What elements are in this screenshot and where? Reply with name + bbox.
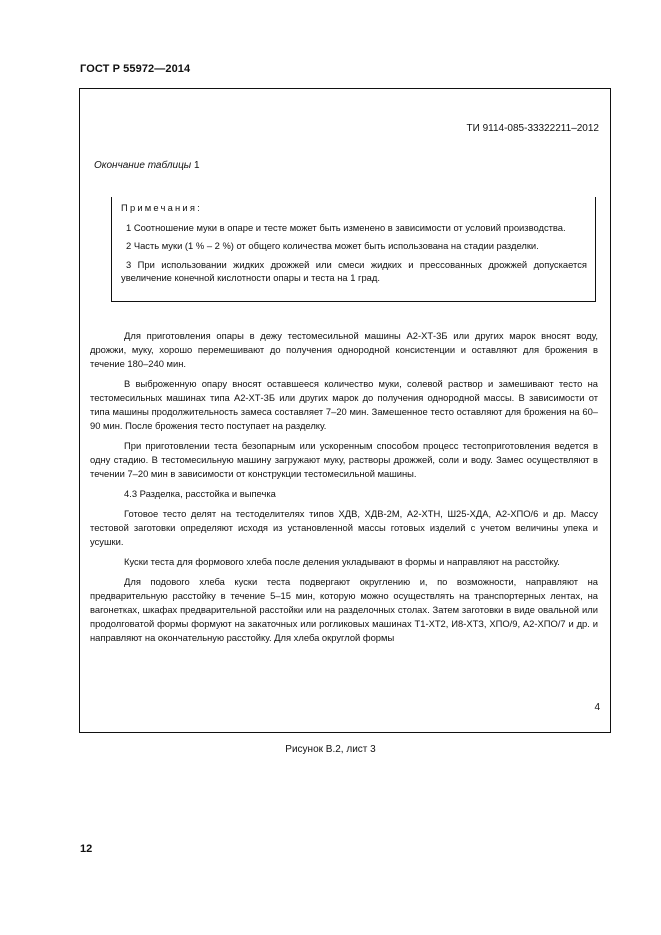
table-caption-number: 1 [191,160,200,171]
paragraph: Для приготовления опары в дежу тестомесильной машины А2-ХТ-3Б или других марок вносят воду, дрожжи, муку, хорошо перемешивают до получения однородной консистенции и оставляют для брожения в течение 180–240 мин. [90,330,598,369]
paragraph: Для подового хлеба куски теста подвергают округлению и, по возможности, направляют на предварительную расстойку в течение 5–15 мин, которую можно осуществлять на транспортерных лентах, на вагонетках, шкафах предварительной расстойки или на разделочных столах. Затем заготовки в виде овальной или продолговатой формы формуют на закаточных или рогликовых машинах Т1-ХТ2, И8-ХТЗ, ХПО/9, А2-ХПО/7 и др. и направляют на окончательную расстойку. Для хлеба округлой формы [90,576,598,643]
note-item: 1 Соотношение муки в опаре и тесте может быть изменено в зависимости от условий производства. [126,221,566,233]
standard-header: ГОСТ Р 55972—2014 [80,63,191,75]
figure-caption: Рисунок В.2, лист 3 [285,744,376,755]
frame-page-number: 4 [594,702,600,713]
note-item: 2 Часть муки (1 % – 2 %) от общего количества может быть использована на стадии разделки. [126,240,539,251]
page-number: 12 [80,843,93,855]
body-text [90,329,598,651]
notes-title: Примечания: [121,202,202,213]
paragraph: Готовое тесто делят на тестоделителях типов ХДВ, ХДВ-2М, А2-ХТН, Ш25-ХДА, А2-ХПО/6 и др. Массу тестовой заготовки определяют исходя из установленной массы готовых изделий с учетом величины упека и усушки. [90,508,598,547]
section-heading: 4.3 Разделка, расстойка и выпечка [124,488,276,499]
document-code: ТИ 9114-085-33322211–2012 [466,123,599,134]
notes-box [111,197,596,302]
paragraph: Куски теста для формового хлеба после деления укладывают в формы и направляют на расстойку. [124,556,560,567]
table-caption-text: Окончание таблицы [94,160,192,171]
paragraph: В выброженную опару вносят оставшееся количество муки, солевой раствор и замешивают тесто на тестомесильных машинах типа А2-ХТ-3Б или других марок до получения однородной массы. В зависимости от типа машины продолжительность замеса составляет 7–20 мин. Замешенное тесто оставляют для брожения на 60–90 мин. После брожения тесто поступает на разделку. [90,378,598,431]
table-caption [94,160,200,171]
note-item: 3 При использовании жидких дрожжей или смеси жидких и прессованных дрожжей допускается увеличение конечной кислотности опары и теста на 1 град. [121,258,587,283]
paragraph: При приготовлении теста безопарным или ускоренным способом процесс тестоприготовления ведется в одну стадию. В тестомесильную машину загружают муку, растворы дрожжей, соли и воду. Замес осуществляют в течении 7–20 мин в зависимости от конструкции тестомесильной машины. [90,440,598,479]
figure-frame [79,88,611,733]
